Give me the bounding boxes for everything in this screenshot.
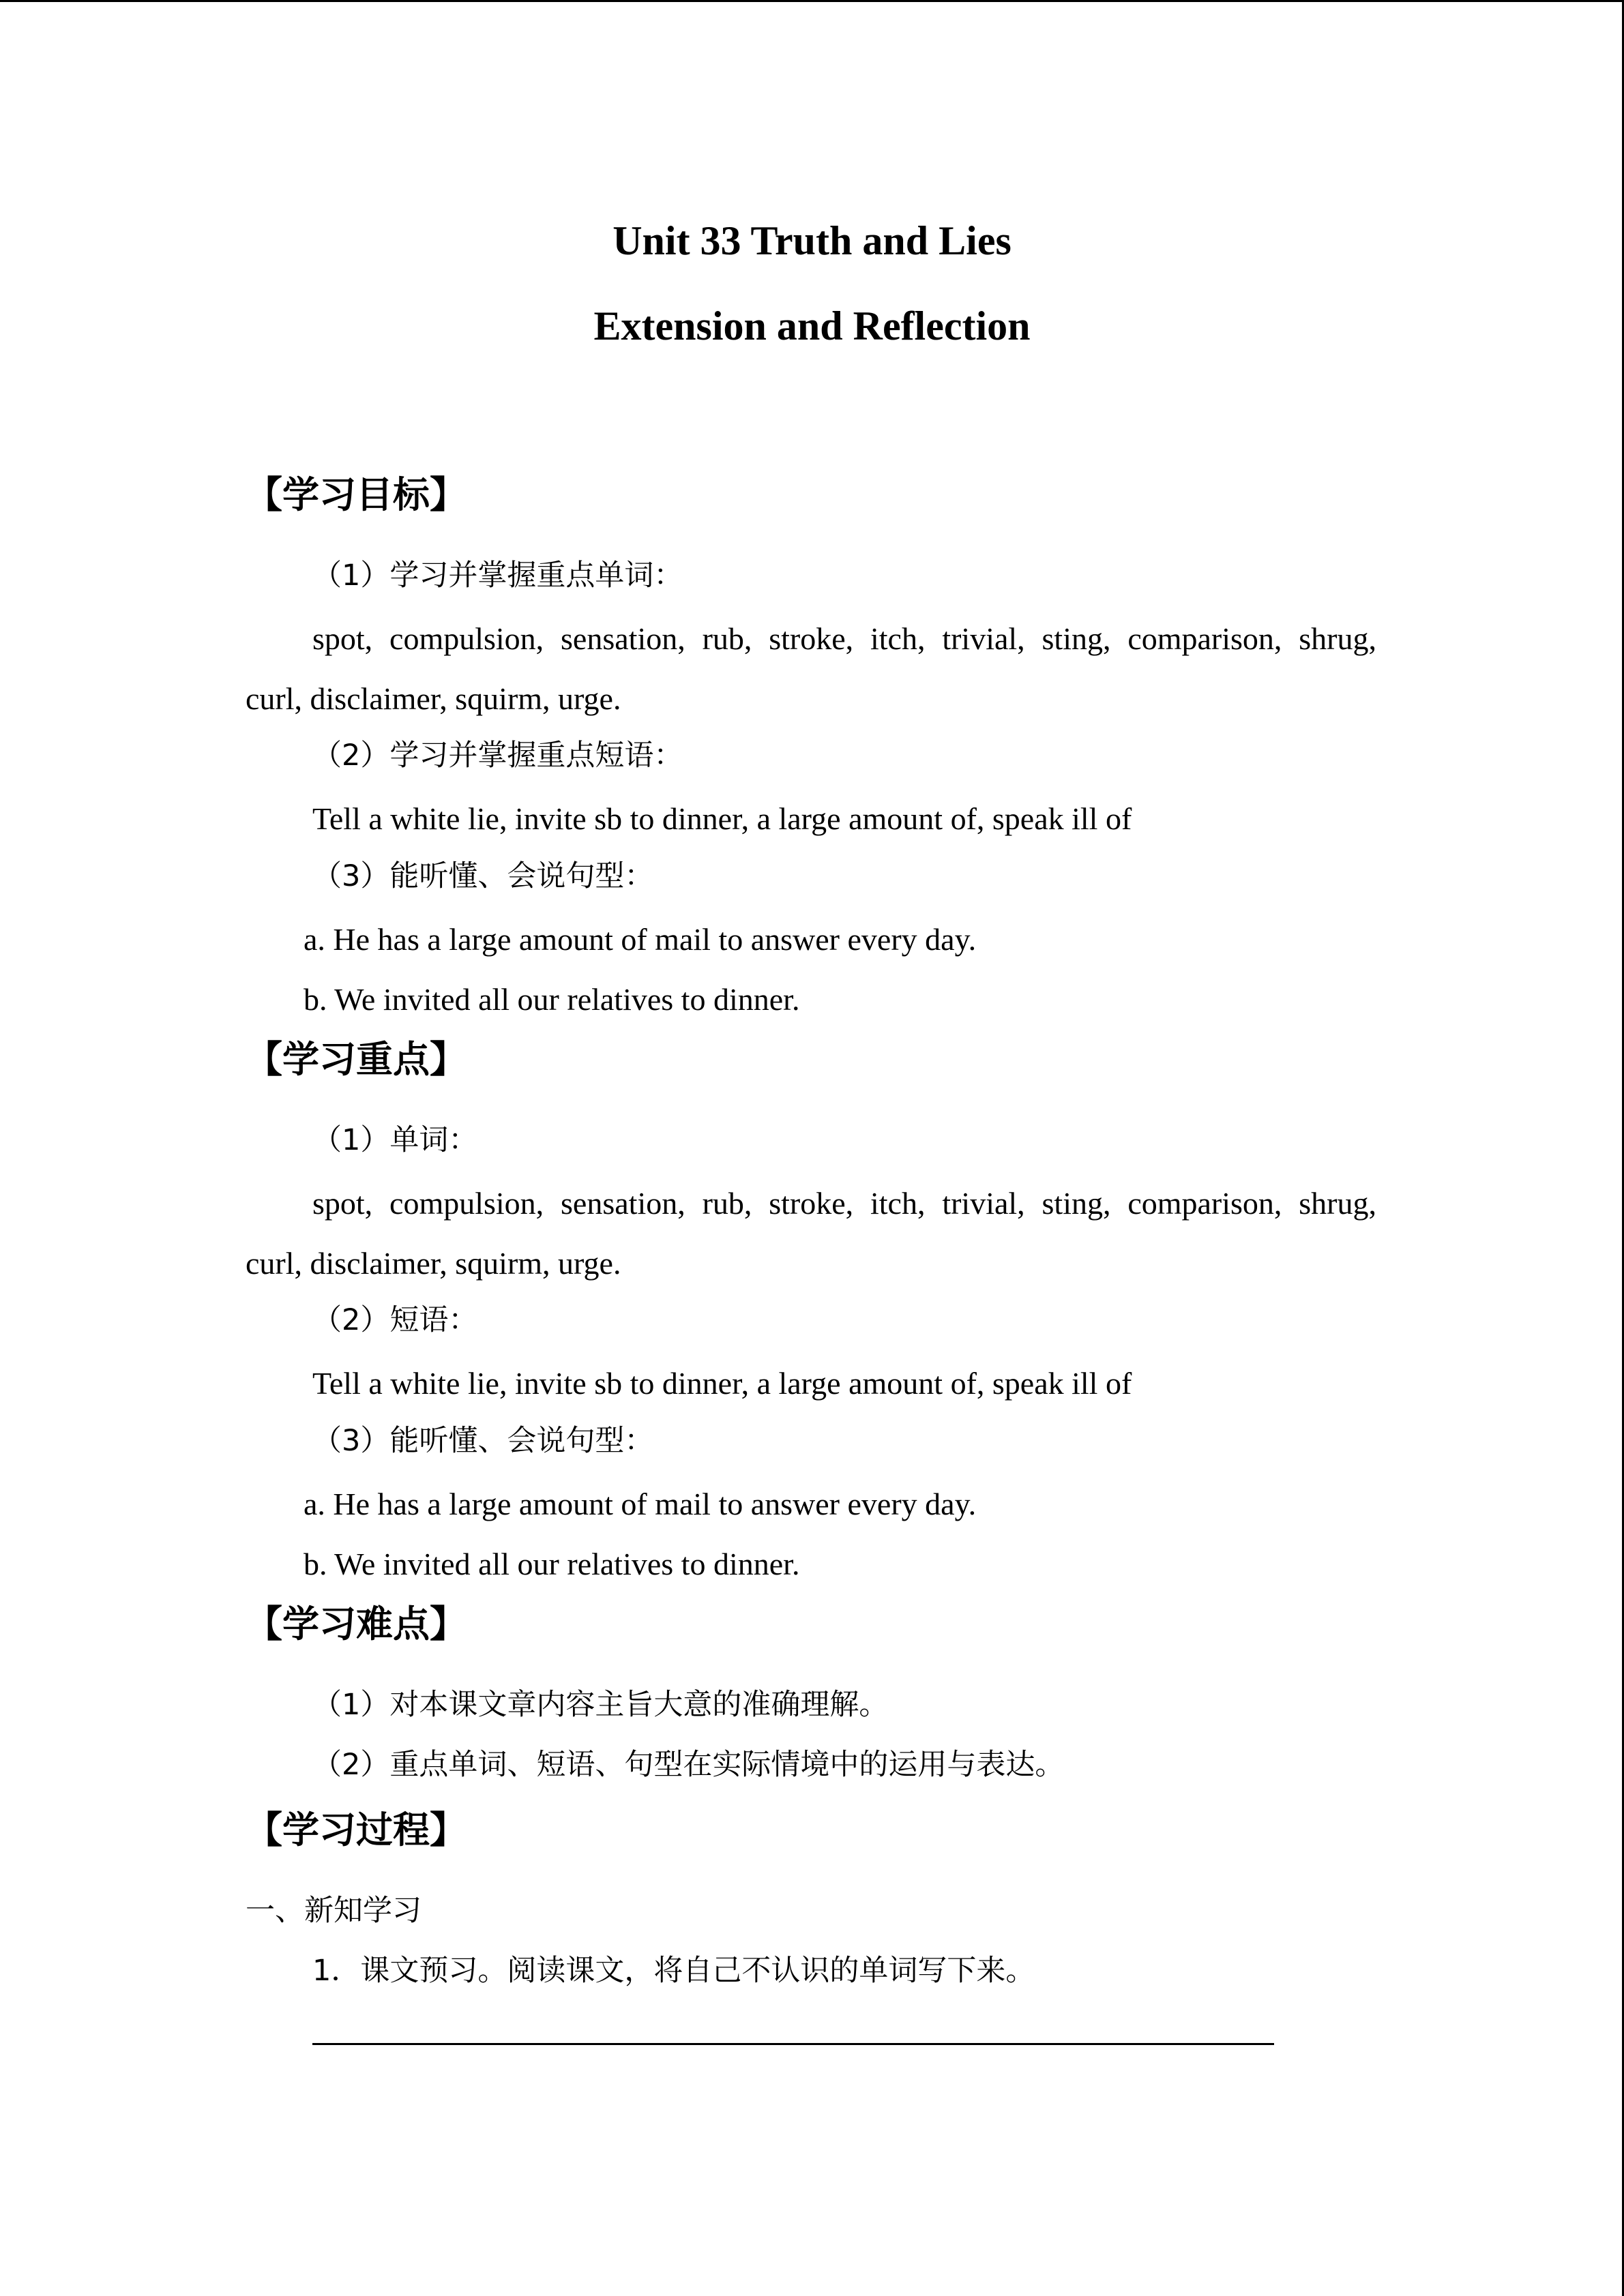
key-points-words-line-2: curl, disclaimer, squirm, urge. <box>246 1246 621 1281</box>
key-points-item-3: （3）能听懂、会说句型： <box>312 1424 654 1458</box>
objectives-words-line-1: spot, compulsion, sensation, rub, stroke, itch, trivial, sting, comparison, shrug, <box>312 621 1376 656</box>
page-top-border <box>0 0 1624 2</box>
key-points-item-1: （1）单词： <box>312 1123 478 1157</box>
process-task-1: 1．课文预习。阅读课文，将自己不认识的单词写下来。 <box>312 1954 1035 1988</box>
key-points-sentence-a: a. He has a large amount of mail to answer every day. <box>304 1487 977 1521</box>
key-points-phrases: Tell a white lie, invite sb to dinner, a large amount of, speak ill of <box>312 1366 1132 1401</box>
objectives-sentence-b: b. We invited all our relatives to dinner. <box>304 982 800 1017</box>
page-title: Unit 33 Truth and Lies <box>612 218 1012 263</box>
objectives-item-2: （2）学习并掌握重点短语： <box>312 739 683 773</box>
difficulties-heading: 【学习难点】 <box>246 1602 467 1645</box>
objectives-phrases: Tell a white lie, invite sb to dinner, a large amount of, speak ill of <box>312 801 1132 836</box>
objectives-heading: 【学习目标】 <box>246 473 467 516</box>
process-heading: 【学习过程】 <box>246 1808 467 1851</box>
key-points-sentence-b: b. We invited all our relatives to dinner. <box>304 1547 800 1581</box>
answer-blank-line <box>312 2043 1274 2045</box>
objectives-item-1: （1）学习并掌握重点单词： <box>312 558 683 593</box>
difficulties-item-2: （2）重点单词、短语、句型在实际情境中的运用与表达。 <box>312 1748 1065 1782</box>
process-section-1: 一、新知学习 <box>246 1894 422 1928</box>
objectives-item-3: （3）能听懂、会说句型： <box>312 859 654 893</box>
key-points-heading: 【学习重点】 <box>246 1038 467 1081</box>
key-points-item-2: （2）短语： <box>312 1303 478 1337</box>
key-points-words-line-1: spot, compulsion, sensation, rub, stroke, itch, trivial, sting, comparison, shrug, <box>312 1186 1376 1221</box>
difficulties-item-1: （1）对本课文章内容主旨大意的准确理解。 <box>312 1688 889 1722</box>
objectives-sentence-a: a. He has a large amount of mail to answer every day. <box>304 922 977 957</box>
objectives-words-line-2: curl, disclaimer, squirm, urge. <box>246 681 621 716</box>
page-subtitle: Extension and Reflection <box>593 303 1031 348</box>
